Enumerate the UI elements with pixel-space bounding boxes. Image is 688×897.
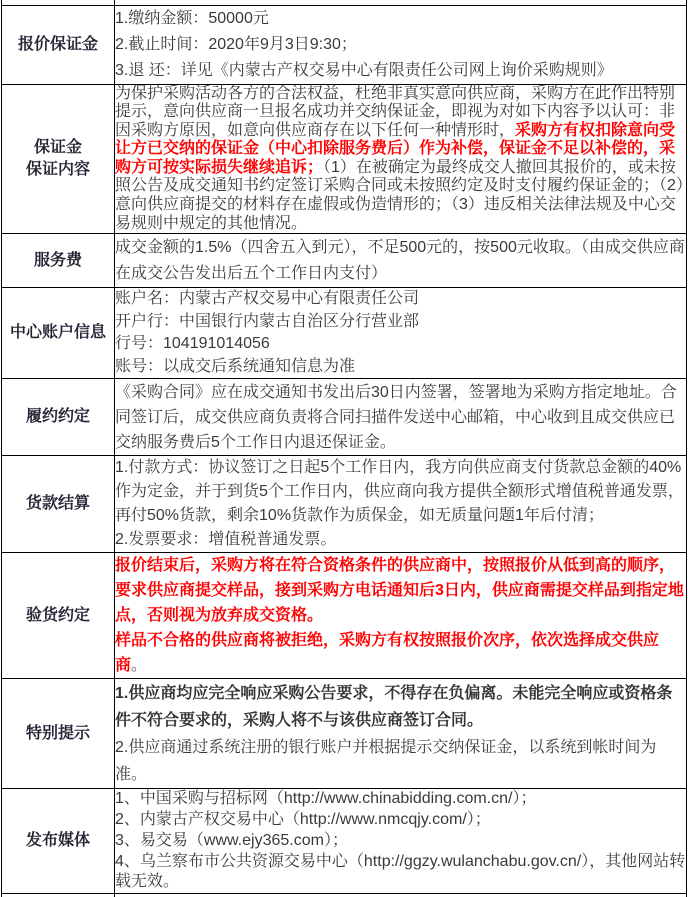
- row-content: [115, 288, 687, 379]
- bold-text: 1.供应商均应完全响应采购公告要求，不得存在负偏离。未能完全响应或资格条件不符合要求的，采购人将不与该供应商签订合同。: [115, 684, 673, 729]
- paragraph: [115, 734, 686, 788]
- row-content: [115, 234, 687, 288]
- paragraph: [115, 380, 686, 455]
- row-content: [115, 456, 687, 553]
- paragraph: [115, 356, 686, 379]
- row-content: [115, 679, 687, 789]
- row-header: 发布媒体: [2, 789, 115, 894]
- row-content: [115, 84, 687, 234]
- paragraph: [115, 333, 686, 356]
- body-text: 开户行：中国银行内蒙古自治区分行营业部: [115, 312, 420, 330]
- paragraph: [115, 852, 686, 894]
- body-text: 2.供应商通过系统注册的银行账户并根据提示交纳保证金，以系统到帐时间为准。: [115, 738, 657, 783]
- body-text: 行号：104191014056: [115, 335, 270, 353]
- row-header: 货款结算: [2, 456, 115, 553]
- row-content: [115, 5, 687, 84]
- emphasis-red-text: 样品不合格的供应商将被拒绝，采购方有权按照报价次序，依次选择成交供应商: [115, 632, 660, 675]
- body-text: 4、乌兰察布市公共资源交易中心（http://ggzy.wulanchabu.gov.cn/），其他网站转载无效。: [115, 852, 686, 891]
- row-header: 中心账户信息: [2, 288, 115, 379]
- body-text: 1、中国采购与招标网（http://www.chinabidding.com.cn/）；: [115, 790, 537, 808]
- table-row: [2, 84, 687, 234]
- row-header: 验货约定: [2, 553, 115, 679]
- paragraph: [115, 456, 686, 528]
- table-row: [2, 553, 687, 679]
- body-text: 。: [131, 657, 148, 675]
- body-text: 成交金额的1.5%（四舍五入到元），不足500元的，按500元收取。（由成交供应商在成交公告发出后五个工作日内支付）: [115, 238, 685, 282]
- row-header: 特别提示: [2, 679, 115, 789]
- body-text: 2、内蒙古产权交易中心（http://www.nmcqjy.com/）；: [115, 811, 491, 829]
- row-content: [115, 379, 687, 456]
- body-text: 为保护采购活动各方的合法权益，杜绝非真实意向供应商，采购方在此作出特别提示，意向供应商一旦报名成功并交纳保证金，即视为对如下内容予以认可：非因采购方原因，如意向供应商存在以下任何一种情形时，: [115, 84, 676, 139]
- body-text: 账户名：内蒙古产权交易中心有限责任公司: [115, 290, 420, 308]
- body-text: 《采购合同》应在成交通知书发出后30日内签署，签署地为采购方指定地址。合同签订后，成交供应商负责将合同扫描件发送中心邮箱，中心收到且成交供应已交纳服务费后5个工作日内退还保证金。: [115, 383, 677, 451]
- paragraph: [115, 680, 686, 734]
- row-header: 报价保证金: [2, 5, 115, 84]
- row-header: 保证金 保证内容: [2, 84, 115, 234]
- paragraph: [115, 235, 686, 287]
- body-text: 2.发票要求：增值税普通发票。: [115, 531, 337, 549]
- paragraph: [115, 311, 686, 334]
- paragraph: [115, 553, 686, 628]
- row-header: 履约约定: [2, 379, 115, 456]
- paragraph: [115, 810, 686, 831]
- body-text: 2.截止时间：2020年9月3日9:30；: [115, 35, 357, 53]
- paragraph: [115, 6, 686, 32]
- table-row: [2, 379, 687, 456]
- paragraph: [115, 288, 686, 311]
- body-text: 1.缴纳金额：50000元: [115, 9, 269, 27]
- row-header: 服务费: [2, 234, 115, 288]
- procurement-info-table: [1, 0, 687, 897]
- paragraph: [115, 85, 686, 234]
- paragraph: [115, 628, 686, 678]
- row-content: [115, 553, 687, 679]
- table-row: [2, 456, 687, 553]
- table-row: [2, 5, 687, 84]
- paragraph: [115, 831, 686, 852]
- body-text: 3.退 还：详见《内蒙古产权交易中心有限责任公司网上询价采购规则》: [115, 61, 613, 79]
- paragraph: [115, 32, 686, 58]
- emphasis-red-text: 采购方有权扣除意向受让方已交纳的保证金（中心扣除服务费后）作为补偿，保证金不足以补偿的，采购方可按实际损失继续追诉；: [115, 121, 676, 176]
- table-row: [2, 789, 687, 894]
- body-text: 3、易交易（www.ejy365.com）；: [115, 831, 348, 849]
- row-content: [115, 789, 687, 894]
- paragraph: [115, 789, 686, 810]
- paragraph: [115, 528, 686, 552]
- paragraph: [115, 58, 686, 84]
- table-row: [2, 288, 687, 379]
- table-row: [2, 679, 687, 789]
- body-text: 1.付款方式：协议签订之日起5个工作日内，我方向供应商支付货款总金额的40%作为定金，并于到货5个工作日内，供应商向我方提供全额形式增值税普通发票，再付50%货款，剩余10%货款作为质保金，如无质量问题1年后付清；: [115, 459, 684, 525]
- table-row: [2, 234, 687, 288]
- emphasis-red-text: 报价结束后，采购方将在符合资格条件的供应商中，按照报价从低到高的顺序，要求供应商提交样品，接到采购方电话通知后3日内，供应商需提交样品到指定地点，否则视为放弃成交资格。: [115, 557, 684, 625]
- body-text: （1）在被确定为最终成交人撤回其报价的，或未按照公告及成交通知书约定签订采购合同或未按照约定及时支付履约保证金的；（2）意向供应商提交的材料存在虚假或伪造情形的；（3）违反相关法律法规及中心交易规则中规定的其他情况。: [115, 158, 684, 232]
- body-text: 账号：以成交后系统通知信息为准: [115, 357, 356, 375]
